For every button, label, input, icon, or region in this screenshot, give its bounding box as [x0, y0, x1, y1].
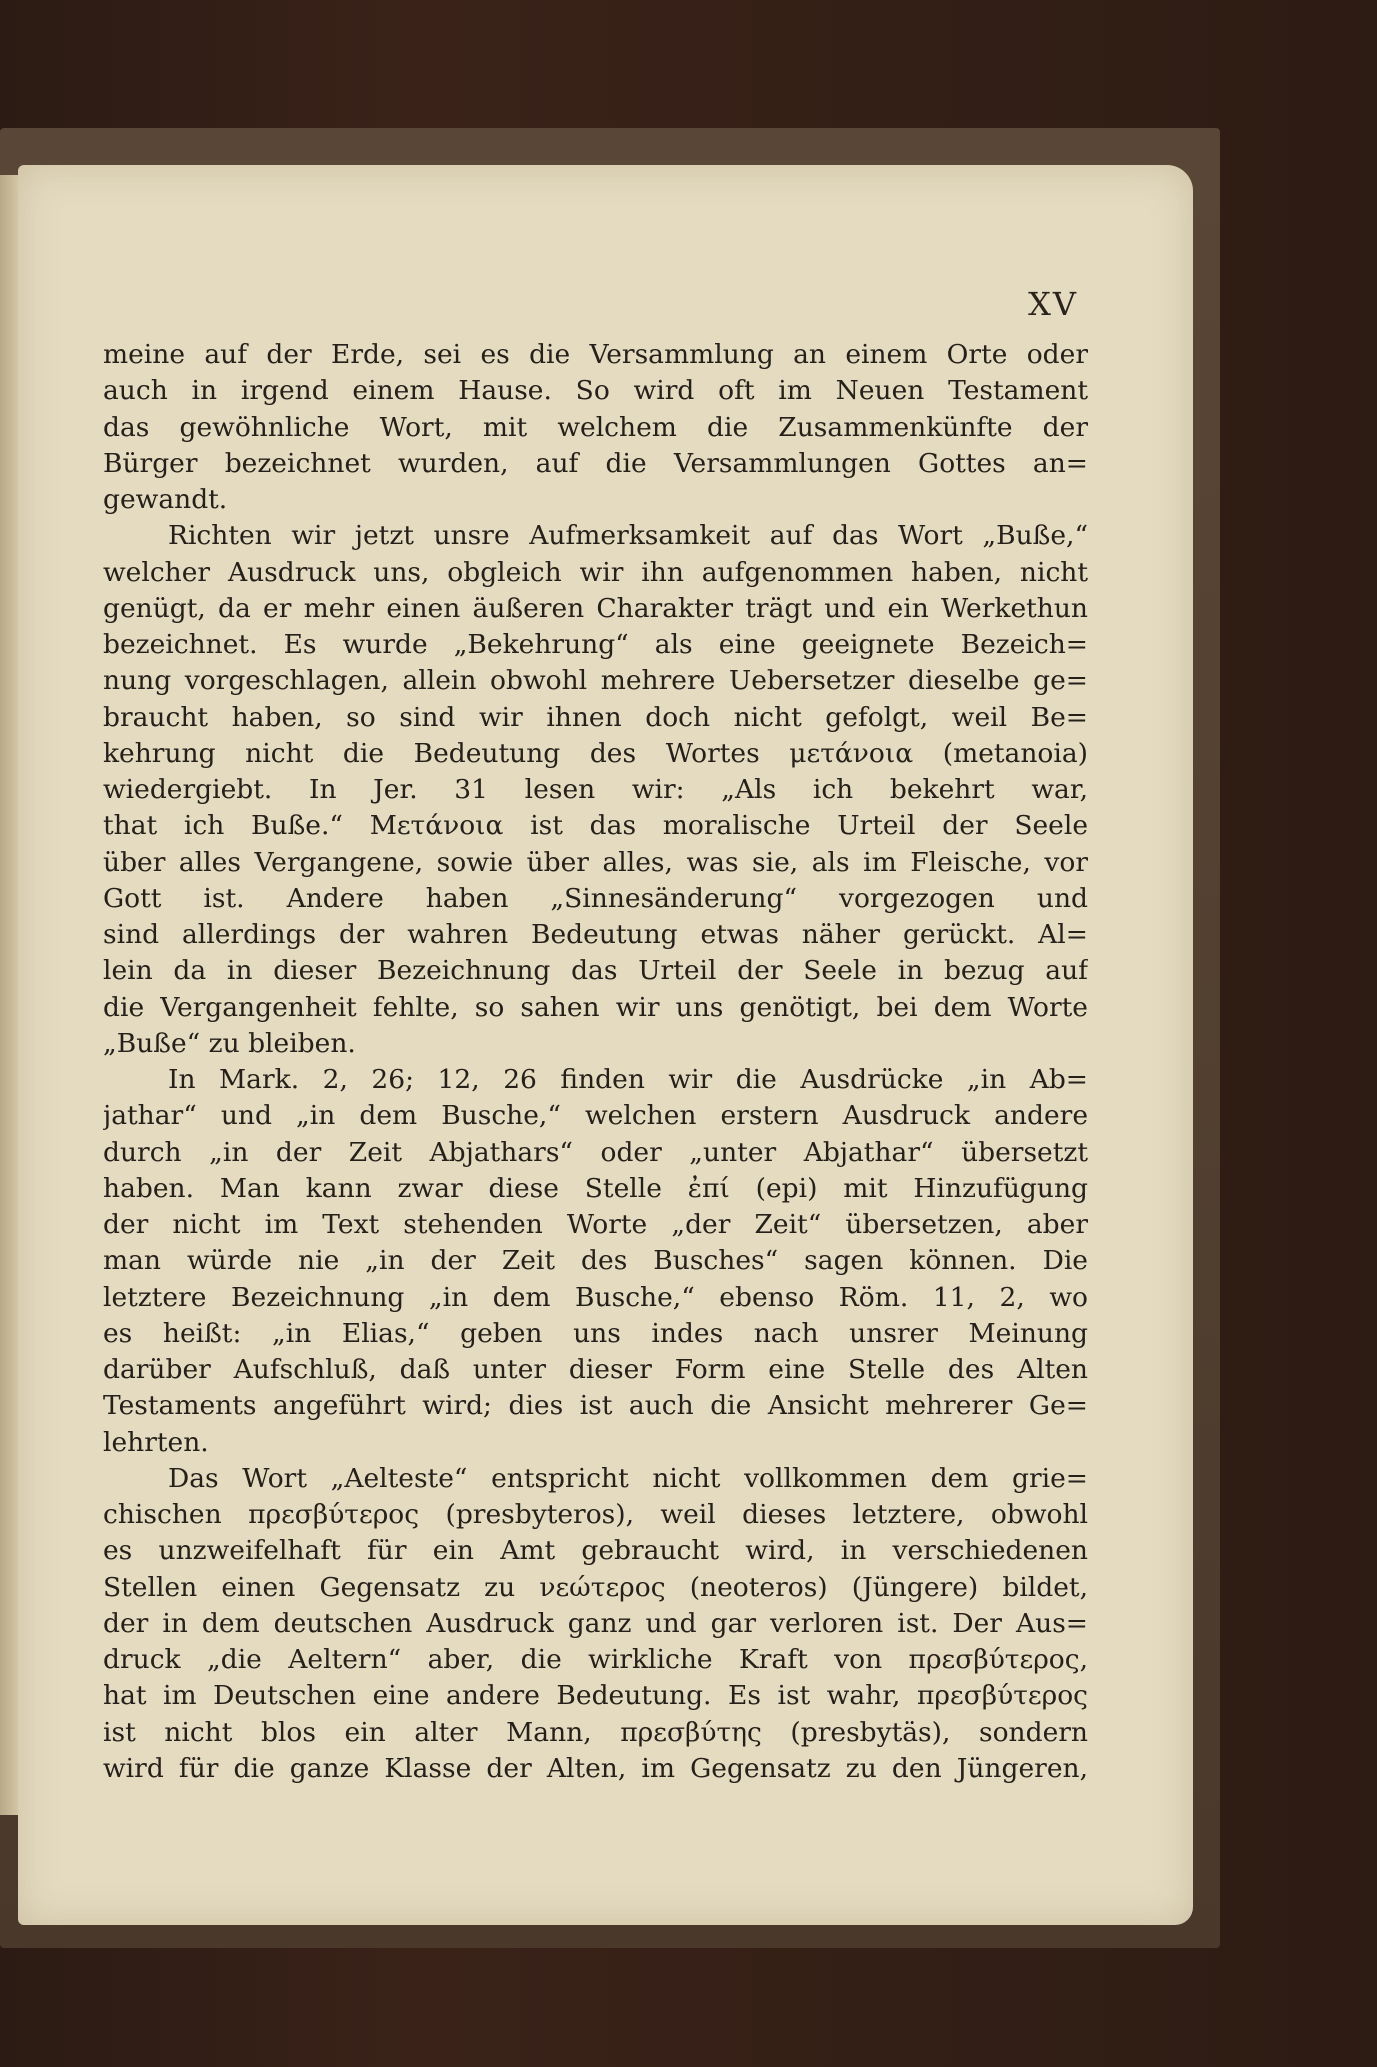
text-line: meine auf der Erde, sei es die Versammlung an einem Orte oder: [103, 339, 1088, 370]
text-line: das gewöhnliche Wort, mit welchem die Zusammenkünfte der: [103, 411, 1088, 443]
text-line: gewandt.: [103, 484, 228, 515]
text-line: Bürger bezeichnet wurden, auf die Versammlungen Gottes an=: [103, 447, 1088, 479]
text-line: Gott ist. Andere haben „Sinnesänderung“ vorgezogen und: [103, 882, 1088, 914]
text-line: lehrten.: [103, 1426, 209, 1458]
text-line: jathar“ und „in dem Busche,“ welchen erstern Ausdruck andere: [103, 1100, 1088, 1132]
text-line: „Buße“ zu bleiben.: [103, 1027, 356, 1059]
text-line: haben. Man kann zwar diese Stelle ἐπί (epi) mit Hinzufügung: [103, 1172, 1088, 1204]
text-line: es unzweifelhaft für ein Amt gebraucht wird, in verschiedenen: [103, 1535, 1088, 1567]
text-line: kehrung nicht die Bedeutung des Wortes μετάνοια (metanoia): [103, 737, 1088, 769]
text-line: Testaments angeführt wird; dies ist auch die Ansicht mehrerer Ge=: [103, 1390, 1088, 1422]
text-line: sind allerdings der wahren Bedeutung etwas näher gerückt. Al=: [103, 919, 1088, 950]
text-line: über alles Vergangene, sowie über alles, was sie, als im Fleische, vor: [103, 846, 1088, 878]
text-line: der nicht im Text stehenden Worte „der Zeit“ übersetzen, aber: [103, 1209, 1088, 1240]
text-line: man würde nie „in der Zeit des Busches“ sagen können. Die: [103, 1245, 1088, 1277]
body-text: [103, 337, 1088, 1787]
text-line: Das Wort „Aelteste“ entspricht nicht vollkommen dem grie=: [168, 1462, 1088, 1494]
book-page: [18, 165, 1193, 1925]
text-line: wiedergiebt. In Jer. 31 lesen wir: „Als ich bekehrt war,: [103, 774, 1088, 805]
text-line: welcher Ausdruck uns, obgleich wir ihn aufgenommen haben, nicht: [103, 556, 1088, 588]
text-line: die Vergangenheit fehlte, so sahen wir uns genötigt, bei dem Worte: [103, 991, 1088, 1023]
text-line: der in dem deutschen Ausdruck ganz und gar verloren ist. Der Aus=: [103, 1607, 1088, 1639]
page-number: XV: [1028, 285, 1078, 323]
text-line: genügt, da er mehr einen äußeren Charakter trägt und ein Werkethun: [103, 592, 1088, 624]
text-line: chischen πρεσβύτερος (presbyteros), weil dieses letztere, obwohl: [103, 1499, 1088, 1530]
text-line: bezeichnet. Es wurde „Bekehrung“ als eine geeignete Bezeich=: [103, 629, 1088, 660]
text-line: nung vorgeschlagen, allein obwohl mehrere Uebersetzer dieselbe ge=: [103, 665, 1088, 697]
text-line: Richten wir jetzt unsre Aufmerksamkeit auf das Wort „Buße,“: [168, 520, 1088, 552]
text-line: In Mark. 2, 26; 12, 26 finden wir die Ausdrücke „in Ab=: [168, 1064, 1088, 1095]
text-line: wird für die ganze Klasse der Alten, im Gegensatz zu den Jüngeren,: [103, 1752, 1088, 1784]
text-line: hat im Deutschen eine andere Bedeutung. Es ist wahr, πρεσβύτερος: [103, 1680, 1088, 1712]
text-line: that ich Buße.“ Μετάνοια ist das moralische Urteil der Seele: [103, 810, 1088, 842]
text-line: letztere Bezeichnung „in dem Busche,“ ebenso Röm. 11, 2, wo: [103, 1281, 1088, 1313]
text-line: lein da in dieser Bezeichnung das Urteil der Seele in bezug auf: [103, 955, 1088, 987]
text-line: braucht haben, so sind wir ihnen doch nicht gefolgt, weil Be=: [103, 701, 1088, 733]
text-line: ist nicht blos ein alter Mann, πρεσβύτης (presbytäs), sondern: [103, 1716, 1088, 1748]
text-line: druck „die Aeltern“ aber, die wirkliche Kraft von πρεσβύτερος,: [103, 1644, 1088, 1675]
text-line: es heißt: „in Elias,“ geben uns indes nach unsrer Meinung: [103, 1317, 1088, 1349]
text-line: Stellen einen Gegensatz zu νεώτερος (neoteros) (Jüngere) bildet,: [103, 1571, 1088, 1603]
text-line: durch „in der Zeit Abjathars“ oder „unter Abjathar“ übersetzt: [103, 1136, 1088, 1168]
text-line: darüber Aufschluß, daß unter dieser Form eine Stelle des Alten: [103, 1354, 1088, 1385]
text-line: auch in irgend einem Hause. So wird oft im Neuen Testament: [103, 375, 1088, 407]
